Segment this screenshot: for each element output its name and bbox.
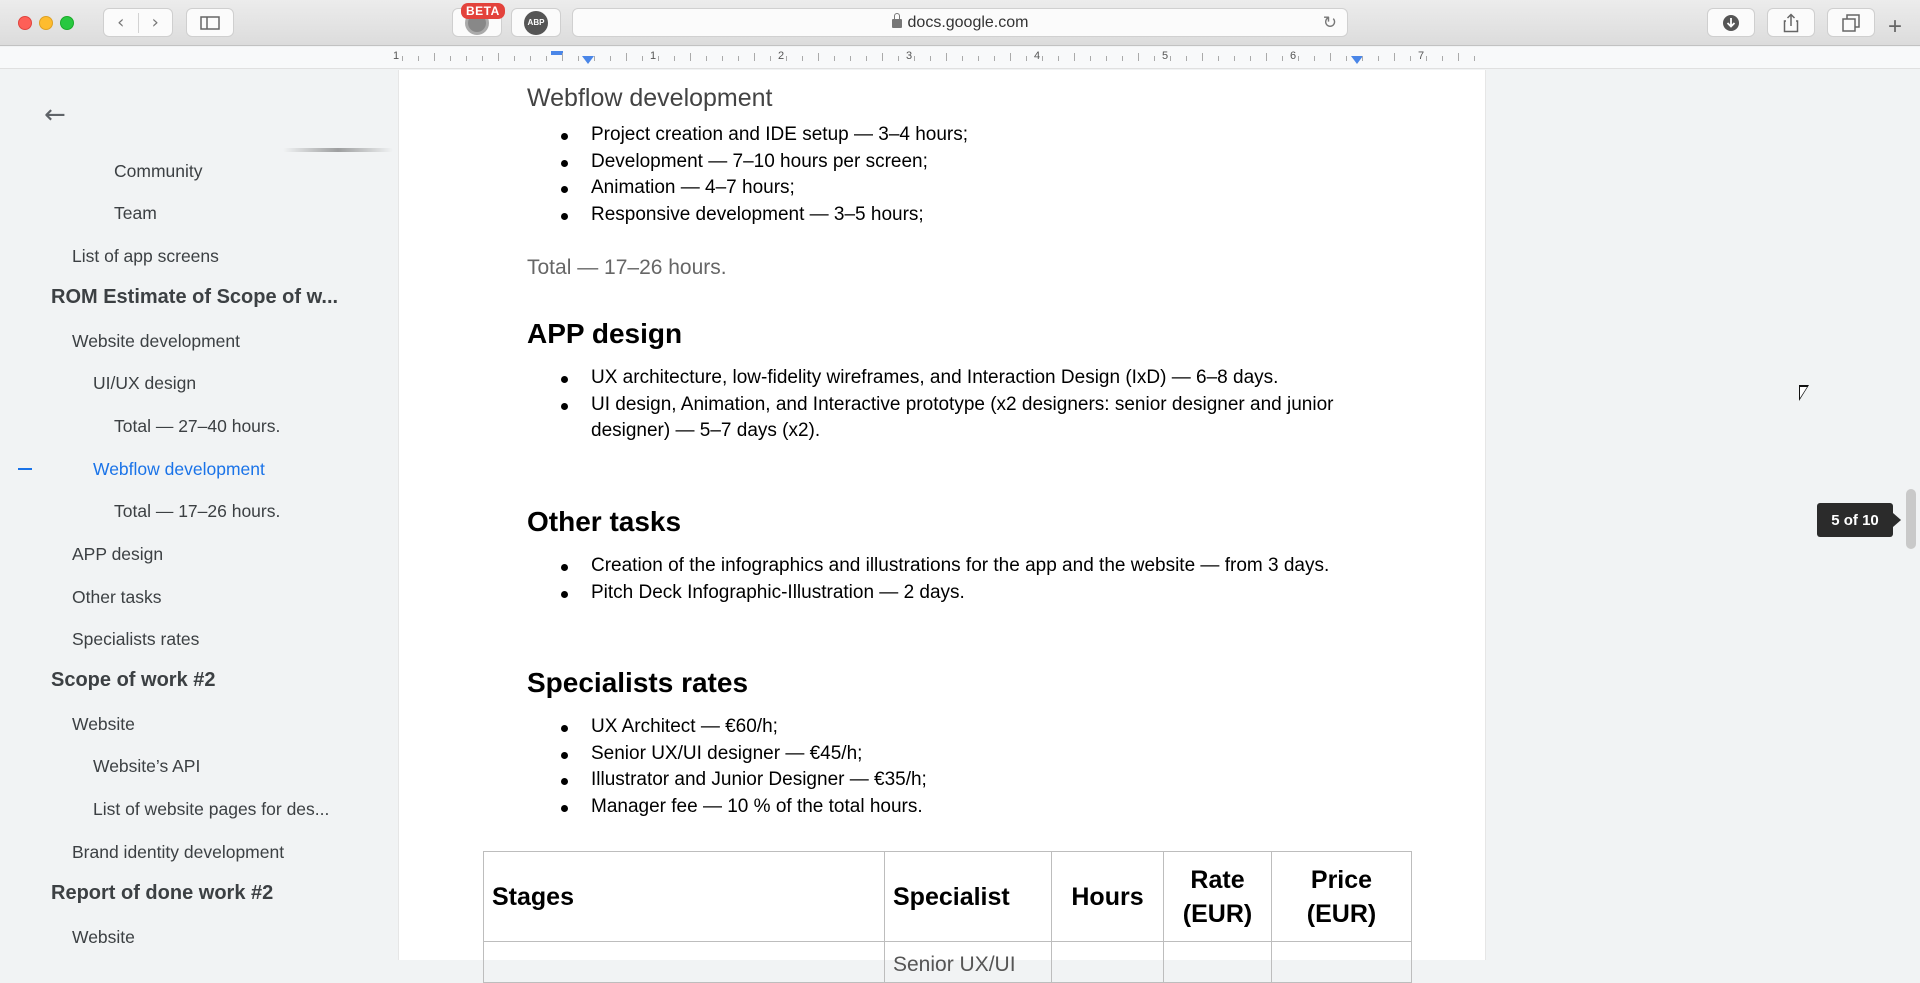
- ruler-tick: [818, 53, 819, 61]
- ruler-tick: [722, 56, 723, 61]
- outline-item[interactable]: Website: [72, 927, 135, 947]
- outline-item[interactable]: ROM Estimate of Scope of w...: [51, 286, 339, 308]
- abp-icon: ABP: [524, 11, 548, 35]
- adblock-extension-button[interactable]: [511, 8, 561, 37]
- list-item: UX Architect — €60/h;: [527, 714, 1387, 741]
- outline-item[interactable]: APP design: [72, 544, 164, 564]
- lock-icon: [892, 19, 902, 28]
- ruler-tick: [1426, 56, 1427, 61]
- ruler-tick: [626, 53, 627, 61]
- ruler-tick: [1186, 56, 1187, 61]
- minimize-window-button[interactable]: [39, 16, 53, 30]
- ruler-tick: [1330, 53, 1331, 61]
- table-cell[interactable]: [1052, 942, 1164, 983]
- outline-item[interactable]: Website development: [72, 331, 240, 351]
- ruler-number: 1: [650, 50, 657, 62]
- ruler-tick: [1298, 56, 1299, 61]
- outline-item[interactable]: Team: [114, 203, 157, 223]
- ruler-tick: [1090, 56, 1091, 61]
- table-header-cell[interactable]: Hours: [1052, 852, 1164, 942]
- table-header-cell[interactable]: Price (EUR): [1272, 852, 1412, 942]
- webflow-total: Total — 17–26 hours.: [527, 256, 727, 279]
- new-tab-button[interactable]: +: [1888, 13, 1903, 40]
- tabs-icon: [1842, 14, 1860, 32]
- ruler-tick: [994, 56, 995, 61]
- document-outline: [18, 70, 398, 960]
- ruler-tick: [770, 56, 771, 61]
- rates-list: [527, 714, 1387, 821]
- table-header-row: [484, 852, 1412, 942]
- ruler-tick: [834, 56, 835, 61]
- ruler-tick: [786, 56, 787, 61]
- beta-badge: BETA: [461, 3, 505, 19]
- ruler-tick: [850, 56, 851, 61]
- back-forward-buttons: [103, 8, 173, 37]
- ruler-tick: [1234, 56, 1235, 61]
- estimate-table[interactable]: [483, 851, 1412, 983]
- ruler-tick: [1026, 56, 1027, 61]
- list-item: UI design, Animation, and Interactive prototype (x2 designers: senior designer and junior designer) — 5–7 days (x2).: [527, 392, 1387, 445]
- ruler-tick: [578, 56, 579, 61]
- close-outline-icon[interactable]: ←: [44, 100, 66, 130]
- ruler-tick: [1314, 56, 1315, 61]
- ruler-number: 4: [1034, 50, 1041, 62]
- url-text: docs.google.com: [907, 13, 1029, 31]
- ruler-tick: [882, 53, 883, 61]
- list-item: Animation — 4–7 hours;: [527, 175, 1387, 202]
- outline-item[interactable]: Scope of work #2: [51, 669, 216, 691]
- ruler-tick: [866, 56, 867, 61]
- ruler-tick: [914, 56, 915, 61]
- ruler-tick: [1378, 56, 1379, 61]
- page-indicator: 5 of 10: [1817, 503, 1893, 537]
- list-item: Manager fee — 10 % of the total hours.: [527, 794, 1387, 821]
- ruler-tick: [1346, 56, 1347, 61]
- ruler-tick: [1474, 56, 1475, 61]
- ruler-tick: [1042, 56, 1043, 61]
- list-item: Development — 7–10 hours per screen;: [527, 149, 1387, 176]
- ruler-tick: [514, 56, 515, 61]
- ruler-number: 1: [393, 50, 400, 62]
- share-icon: [1783, 13, 1799, 33]
- table-cell[interactable]: [1164, 942, 1272, 983]
- ruler-tick: [482, 56, 483, 61]
- app-design-list: [527, 365, 1387, 445]
- list-item: Pitch Deck Infographic-Illustration — 2 days.: [527, 580, 1387, 607]
- list-item: Responsive development — 3–5 hours;: [527, 202, 1387, 229]
- outline-item[interactable]: Other tasks: [72, 587, 162, 607]
- ruler-tick: [658, 56, 659, 61]
- ruler-tick: [978, 56, 979, 61]
- ruler-tick: [962, 56, 963, 61]
- list-item: Senior UX/UI designer — €45/h;: [527, 741, 1387, 768]
- ruler-tick: [1442, 56, 1443, 61]
- left-indent-marker[interactable]: [582, 56, 594, 64]
- scrollbar-thumb[interactable]: [1906, 489, 1916, 549]
- table-header-cell[interactable]: Stages: [484, 852, 885, 942]
- webflow-list: [527, 122, 1387, 229]
- ruler-tick: [1122, 56, 1123, 61]
- list-item: Creation of the infographics and illustrations for the app and the website — from 3 days.: [527, 553, 1387, 580]
- ruler-tick: [1074, 53, 1075, 61]
- active-outline-marker: [18, 468, 32, 470]
- outline-item[interactable]: Community: [114, 161, 203, 181]
- ruler-tick: [642, 56, 643, 61]
- outline-item[interactable]: Total — 27–40 hours.: [114, 416, 281, 436]
- table-row: [484, 942, 1412, 983]
- ruler-tick: [754, 53, 755, 61]
- downloads-button[interactable]: [1707, 8, 1755, 37]
- document-page[interactable]: [398, 70, 1486, 976]
- table-cell[interactable]: Senior UX/UI: [885, 942, 1052, 983]
- scroll-shadow: [283, 148, 393, 152]
- ruler-tick: [674, 56, 675, 61]
- outline-item[interactable]: Report of done work #2: [51, 882, 274, 904]
- ruler-tick: [530, 56, 531, 61]
- outline-item[interactable]: Website’s API: [93, 756, 201, 776]
- zoom-window-button[interactable]: [60, 16, 74, 30]
- ruler-tick: [1218, 56, 1219, 61]
- ruler-tick: [1394, 53, 1395, 61]
- close-window-button[interactable]: [18, 16, 32, 30]
- ruler-tick: [1458, 53, 1459, 61]
- ruler-tick: [690, 53, 691, 61]
- ruler-tick: [434, 53, 435, 61]
- ruler-tick: [1010, 53, 1011, 61]
- ruler-tick: [1202, 53, 1203, 61]
- ruler-number: 7: [1418, 50, 1425, 62]
- ruler-tick: [1106, 56, 1107, 61]
- table-cell[interactable]: [484, 942, 885, 983]
- list-item: Project creation and IDE setup — 3–4 hours;: [527, 122, 1387, 149]
- outline-item[interactable]: Total — 17–26 hours.: [114, 501, 281, 521]
- table-header-cell[interactable]: Rate (EUR): [1164, 852, 1272, 942]
- heading-other-tasks: Other tasks: [527, 506, 682, 537]
- heading-webflow: Webflow development: [527, 84, 773, 112]
- share-button[interactable]: [1767, 8, 1815, 37]
- outline-item[interactable]: Website: [72, 714, 135, 734]
- ruler-tick: [610, 56, 611, 61]
- outline-item[interactable]: Specialists rates: [72, 629, 200, 649]
- ruler-tick: [1410, 56, 1411, 61]
- outline-item-active[interactable]: Webflow development: [93, 459, 265, 479]
- sidebar-icon: [200, 16, 220, 30]
- ruler-tick: [418, 56, 419, 61]
- list-item: Illustrator and Junior Designer — €35/h;: [527, 767, 1387, 794]
- ruler-tick: [1170, 56, 1171, 61]
- ruler-tick: [1362, 56, 1363, 61]
- download-icon: [1722, 14, 1740, 32]
- ruler-number: 3: [906, 50, 913, 62]
- ruler-tick: [466, 56, 467, 61]
- outline-item[interactable]: Brand identity development: [72, 842, 285, 862]
- ruler-tick: [706, 56, 707, 61]
- ruler-tick: [1138, 53, 1139, 61]
- ruler-tick: [450, 56, 451, 61]
- ruler-tick: [930, 56, 931, 61]
- outline-item[interactable]: List of app screens: [72, 246, 219, 266]
- ruler-tick: [738, 56, 739, 61]
- forward-button[interactable]: ›: [151, 12, 159, 33]
- ruler-number: 5: [1162, 50, 1169, 62]
- ruler-tick: [562, 53, 563, 61]
- heading-specialists-rates: Specialists rates: [527, 667, 749, 698]
- outline-item[interactable]: UI/UX design: [93, 373, 197, 393]
- ruler-tick: [594, 56, 595, 61]
- reload-icon[interactable]: ↻: [1322, 13, 1337, 32]
- mouse-cursor-icon: [1799, 385, 1809, 401]
- ruler-tick: [898, 56, 899, 61]
- ruler-tick: [1266, 53, 1267, 61]
- address-bar[interactable]: [572, 8, 1348, 37]
- ruler-tick: [498, 53, 499, 61]
- ruler[interactable]: [0, 47, 1920, 69]
- ruler-tick: [946, 53, 947, 61]
- ruler-tick: [546, 56, 547, 61]
- ruler-tick: [1058, 56, 1059, 61]
- ruler-tick: [1250, 56, 1251, 61]
- sidebar-toggle-button[interactable]: [186, 8, 234, 37]
- outline-item[interactable]: List of website pages for des...: [93, 799, 330, 819]
- show-tabs-button[interactable]: [1827, 8, 1875, 37]
- browser-toolbar: [0, 0, 1920, 46]
- ruler-tick: [402, 56, 403, 61]
- ruler-number: 2: [778, 50, 785, 62]
- ruler-tick: [1154, 56, 1155, 61]
- other-tasks-list: [527, 553, 1387, 606]
- list-item: UX architecture, low-fidelity wireframes, and Interaction Design (IxD) — 6–8 days.: [527, 365, 1387, 392]
- table-header-cell[interactable]: Specialist: [885, 852, 1052, 942]
- ruler-tick: [1282, 56, 1283, 61]
- ruler-number: 6: [1290, 50, 1297, 62]
- table-cell[interactable]: [1272, 942, 1412, 983]
- ruler-tick: [802, 56, 803, 61]
- heading-app-design: APP design: [527, 318, 683, 349]
- back-button[interactable]: ‹: [117, 12, 125, 33]
